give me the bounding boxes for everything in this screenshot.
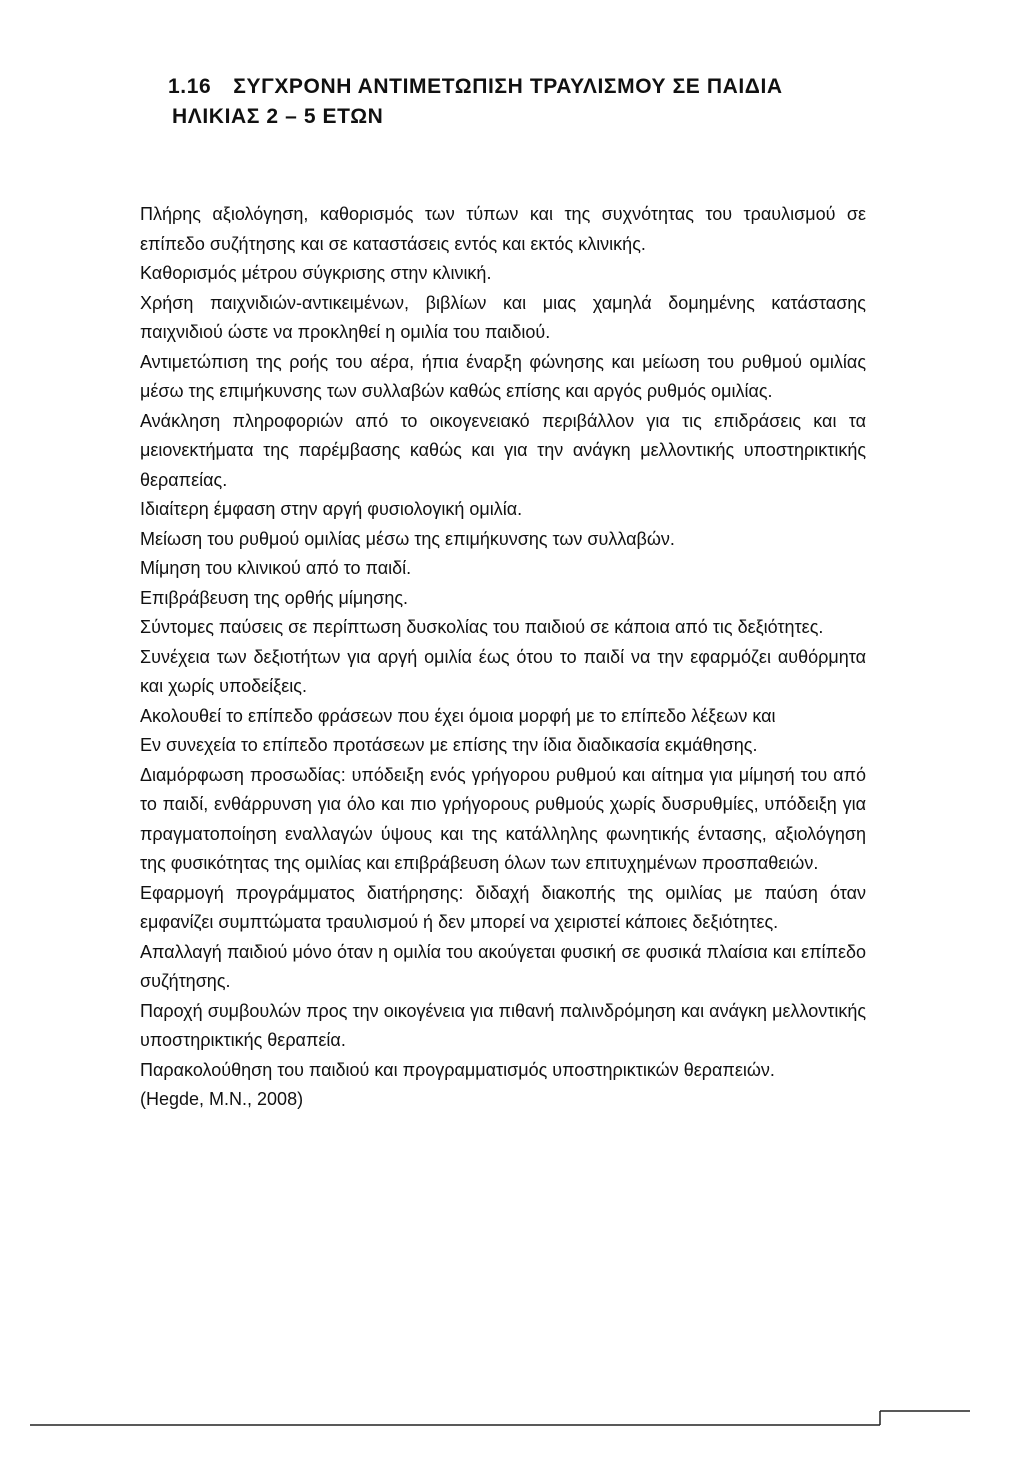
paragraph: Συνέχεια των δεξιοτήτων για αργή ομιλία έως ότου το παιδί να την εφαρμόζει αυθόρμητα και χωρίς υποδείξεις. bbox=[140, 646, 866, 696]
paragraph: Ιδιαίτερη έμφαση στην αργή φυσιολογική ομιλία. bbox=[140, 499, 523, 519]
section-heading bbox=[168, 72, 888, 132]
paragraph: Εν συνεχεία το επίπεδο προτάσεων με επίσης την ίδια διαδικασία εκμάθησης. bbox=[140, 735, 758, 755]
paragraph: Εφαρμογή προγράμματος διατήρησης: διδαχή διακοπής της ομιλίας με παύση όταν εμφανίζει συμπτώματα τραυλισμού ή δεν μπορεί να χειριστεί κάποιες δεξιότητες. bbox=[140, 882, 866, 932]
paragraph: Επιβράβευση της ορθής μίμησης. bbox=[140, 587, 409, 608]
citation: (Hegde, M.N., 2008) bbox=[140, 1089, 304, 1109]
paragraph: Παροχή συμβουλών προς την οικογένεια για πιθανή παλινδρόμηση και ανάγκη μελλοντικής υποστηρικτικής θεραπεία. bbox=[140, 1000, 866, 1050]
paragraph: Χρήση παιχνιδιών-αντικειμένων, βιβλίων και μιας χαμηλά δομημένης κατάστασης παιχνιδιού ώστε να προκληθεί η ομιλία του παιδιού. bbox=[140, 292, 866, 342]
body-text bbox=[140, 200, 866, 1115]
paragraph: Καθορισμός μέτρου σύγκρισης στην κλινική. bbox=[140, 263, 492, 283]
paragraph: Μείωση του ρυθμού ομιλίας μέσω της επιμήκυνσης των συλλαβών. bbox=[140, 528, 675, 549]
paragraph: Αντιμετώπιση της ροής του αέρα, ήπια έναρξη φώνησης και μείωση του ρυθμού ομιλίας μέσω της επιμήκυνσης των συλλαβών καθώς επίσης και αργός ρυθμός ομιλίας. bbox=[140, 351, 866, 401]
paragraph: Ανάκληση πληροφοριών από το οικογενειακό περιβάλλον για τις επιδράσεις και τα μειονεκτήματα της παρέμβασης καθώς και για την ανάγκη μελλοντικής υποστηρικτικής θεραπείας. bbox=[140, 410, 866, 490]
paragraph: Πλήρης αξιολόγηση, καθορισμός των τύπων και της συχνότητας του τραυλισμού σε επίπεδο συζήτησης και σε καταστάσεις εντός και εκτός κλινικής. bbox=[140, 204, 866, 254]
section-title-line-2: ΗΛΙΚΙΑΣ 2 – 5 ΕΤΩΝ bbox=[172, 105, 384, 128]
paragraph: Μίμηση του κλινικού από το παιδί. bbox=[140, 558, 412, 578]
section-title-line-1: ΣΥΓΧΡΟΝΗ ΑΝΤΙΜΕΤΩΠΙΣΗ ΤΡΑΥΛΙΣΜΟΥ ΣΕ ΠΑΙΔΙΑ bbox=[233, 75, 783, 98]
section-number: 1.16 bbox=[168, 75, 212, 98]
paragraph: Παρακολούθηση του παιδιού και προγραμματισμός υποστηρικτικών θεραπειών. bbox=[140, 1059, 775, 1080]
paragraph: Απαλλαγή παιδιού μόνο όταν η ομιλία του ακούγεται φυσική σε φυσικά πλαίσια και επίπεδο συζήτησης. bbox=[140, 941, 866, 991]
paragraph: Ακολουθεί το επίπεδο φράσεων που έχει όμοια μορφή με το επίπεδο λέξεων και bbox=[140, 705, 776, 726]
paragraph: Διαμόρφωση προσωδίας: υπόδειξη ενός γρήγορου ρυθμού και αίτημα για μίμησή του από το παιδί, ενθάρρυνση για όλο και πιο γρήγορους ρυθμούς χωρίς δυσρυθμίες, υπόδειξη για πραγματοποίηση εναλλαγών ύψους και της κατάλληλης φωνητικής έντασης, αξιολόγηση της φυσικότητας της ομιλίας και επιβράβευση όλων των επιτυχημένων προσπαθειών. bbox=[140, 764, 866, 873]
paragraph: Σύντομες παύσεις σε περίπτωση δυσκολίας του παιδιού σε κάποια από τις δεξιότητες. bbox=[140, 617, 824, 637]
